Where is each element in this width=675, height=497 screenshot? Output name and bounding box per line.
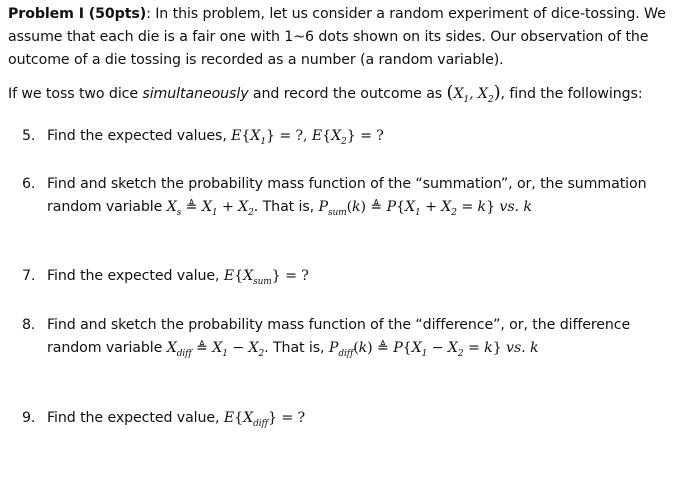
question-number: 6. (22, 176, 36, 192)
diff-variable-formula: $X_{diff}$ ≜ $X_1 - X_2$ (166, 340, 265, 359)
toss-text-b: and record the outcome as (248, 86, 447, 102)
intro-line-2: assume that each die is a fair one with 1~6 dots shown on its sides. Our observation of the (8, 29, 649, 45)
question-text: Find the expected value, (47, 268, 224, 284)
intro-line-1 (8, 6, 666, 22)
toss-text-c: , find the followings: (500, 86, 643, 102)
diff-pmf-formula: $P_{diff}(k)$ ≜ $P\{X_1 - X_2 = k\}$ vs. k (328, 340, 539, 359)
question-5-formula: $E\{X_1\}$ = ?, $E\{X_2\}$ = ? (231, 128, 384, 147)
question-text: random variable (47, 340, 167, 356)
question-number: 7. (22, 268, 36, 284)
question-7 (22, 268, 309, 287)
question-5 (22, 128, 384, 147)
question-6-continuation (47, 199, 532, 218)
sum-variable-formula: $X_s$ ≜ $X_1 + X_2$ (166, 199, 254, 218)
question-7-formula: $E\{X_{sum}\}$ = ? (223, 268, 309, 287)
question-text: random variable (47, 199, 167, 215)
intro-line-3: outcome of a die tossing is recorded as a number (a random variable). (8, 52, 504, 68)
question-text: Find and sketch the probability mass function of the “summation”, or, the summation (47, 176, 647, 192)
question-number: 9. (22, 410, 36, 426)
question-number: 8. (22, 317, 36, 333)
toss-statement (8, 82, 643, 105)
question-9-formula: $E\{X_{diff}\}$ = ? (223, 410, 306, 429)
question-text: Find the expected value, (47, 410, 224, 426)
intro-text-1: : In this problem, let us consider a random experiment of dice-tossing. We (146, 6, 666, 22)
question-8 (22, 317, 630, 333)
question-text: . That is, (253, 199, 319, 215)
question-6 (22, 176, 646, 192)
question-9 (22, 410, 305, 429)
sum-pmf-formula: $P_{sum}(k)$ ≜ $P\{X_1 + X_2 = k\}$ vs. k (318, 199, 532, 218)
toss-emphasis: simultaneously (142, 86, 249, 102)
toss-text-a: If we toss two dice (8, 86, 143, 102)
question-text: . That is, (264, 340, 329, 356)
question-number: 5. (22, 128, 36, 144)
question-text: Find the expected values, (47, 128, 232, 144)
outcome-pair-formula: ($X_1$, $X_2$) (446, 82, 501, 105)
question-8-continuation (47, 340, 538, 359)
problem-title: Problem I (50pts) (8, 6, 147, 22)
question-text: Find and sketch the probability mass function of the “difference”, or, the difference (47, 317, 631, 333)
